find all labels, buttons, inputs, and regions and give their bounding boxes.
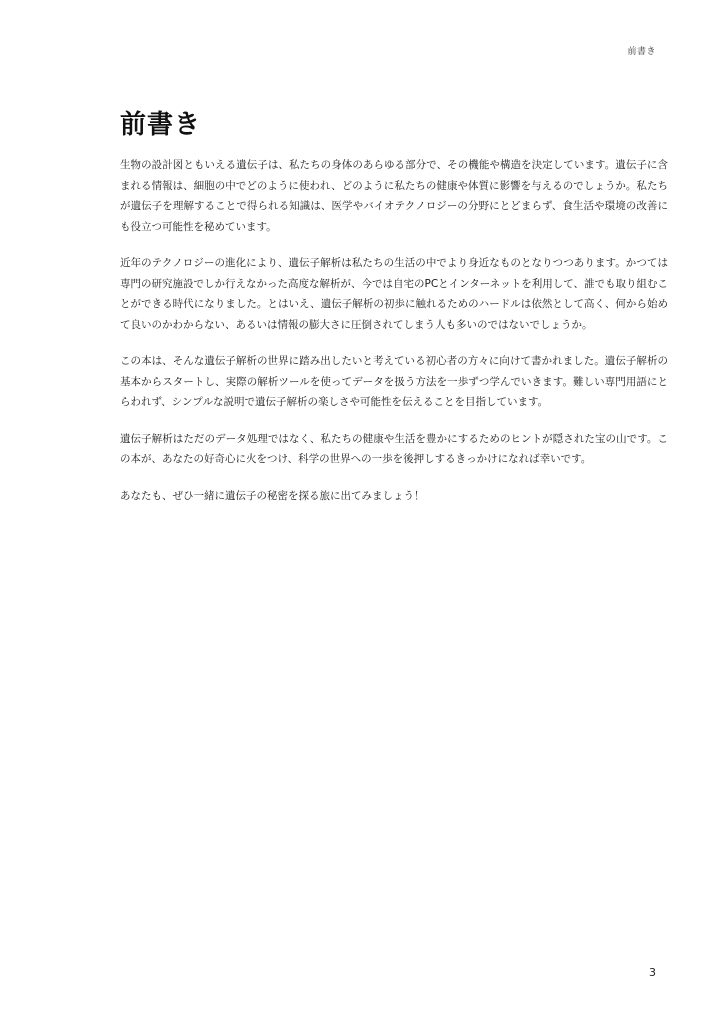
page-number: 3 <box>649 966 656 979</box>
paragraph: この本は、そんな遺伝子解析の世界に踏み出したいと考えている初心者の方々に向けて書かれました。遺伝子解析の基本からスタートし、実際の解析ツールを使ってデータを扱う方法を一歩ずつ学んでいきます。難しい専門用語にとらわれず、シンプルな説明で遺伝子解析の楽しさや可能性を伝えることを目指しています。 <box>120 355 668 408</box>
paragraph: 近年のテクノロジーの進化により、遺伝子解析は私たちの生活の中でより身近なものとなりつつあります。かつては専門の研究施設でしか行えなかった高度な解析が、今では自宅のPCとインターネットを利用して、誰でも取り組むことができる時代になりました。とはいえ、遺伝子解析の初歩に触れるためのハードルは依然として高く、何から始めて良いのかわからない、あるいは情報の膨大さに圧倒されてしまう人も多いのではないでしょうか。 <box>120 257 669 331</box>
paragraph: 生物の設計図ともいえる遺伝子は、私たちの身体のあらゆる部分で、その機能や構造を決定しています。遺伝子に含まれる情報は、細胞の中でどのように使われ、どのように私たちの健康や体質に影響を与えるのでしょうか。私たちが遺伝子を理解することで得られる知識は、医学やバイオテクノロジーの分野にとどまらず、食生活や環境の改善にも役立つ可能性を秘めています。 <box>120 159 668 233</box>
chapter-title: 前書き <box>120 110 202 140</box>
paragraph: あなたも、ぜひ一緒に遺伝子の秘密を探る旅に出てみましょう！ <box>120 489 425 502</box>
running-header: 前書き <box>627 47 656 57</box>
body-text <box>120 155 668 522</box>
paragraph: 遺伝子解析はただのデータ処理ではなく、私たちの健康や生活を豊かにするためのヒントが隠された宝の山です。この本が、あなたの好奇心に火をつけ、科学の世界への一歩を後押しするきっかけになれば幸いです。 <box>120 432 668 465</box>
